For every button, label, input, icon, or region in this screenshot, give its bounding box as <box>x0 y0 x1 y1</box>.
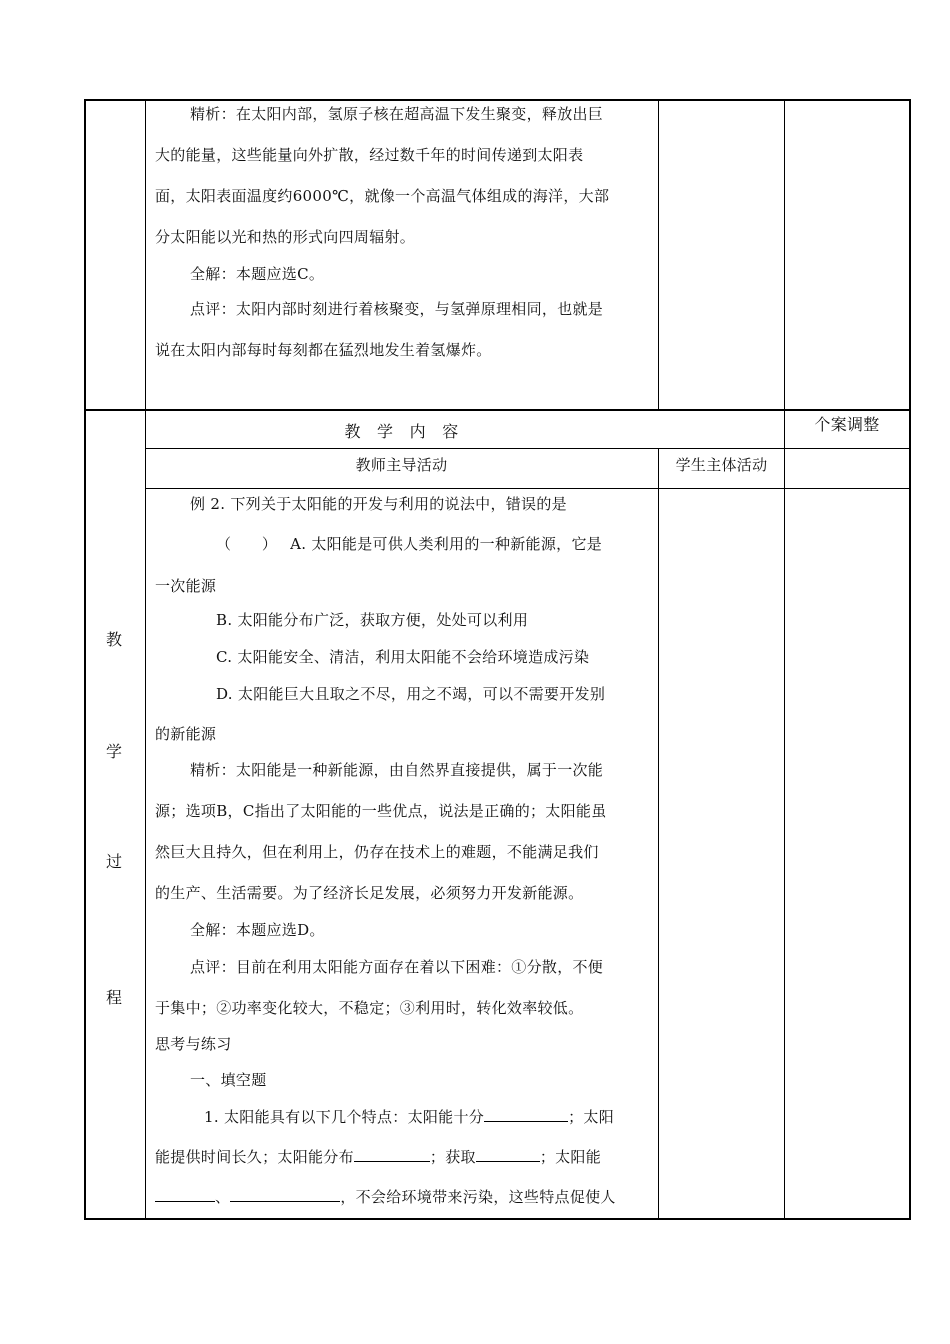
case-column-divider <box>784 99 785 1220</box>
table-right-border <box>909 99 911 1220</box>
top-answer: 全解：本题应选C。 <box>190 265 325 283</box>
comment-line-1: 点评：目前在利用太阳能方面存在着以下困难：①分散，不便 <box>190 958 604 976</box>
analysis-line-1: 精析：太阳能是一种新能源，由自然界直接提供，属于一次能 <box>190 761 604 779</box>
fill-text: ；获取 <box>429 1148 476 1166</box>
option-d-line-2: 的新能源 <box>155 725 217 743</box>
analysis-line-4: 的生产、生活需要。为了经济长足发展，必须努力开发新能源。 <box>155 884 584 902</box>
table-left-border <box>84 99 86 1220</box>
fill-text: 、 <box>215 1188 231 1206</box>
blank-field[interactable] <box>484 1106 568 1122</box>
fill-text: 1. 太阳能具有以下几个特点：太阳能十分 <box>204 1108 485 1126</box>
blank-field[interactable] <box>354 1146 430 1162</box>
answer: 全解：本题应选D。 <box>190 921 325 939</box>
top-comment-line-2: 说在太阳内部每时每刻都在猛烈地发生着氢爆炸。 <box>155 341 492 359</box>
option-a-line-2: 一次能源 <box>155 577 217 595</box>
fill-text: 能提供时间长久；太阳能分布 <box>155 1148 354 1166</box>
fill-text: ；太阳能 <box>539 1148 602 1166</box>
table-bottom-border <box>84 1218 911 1220</box>
blank-field[interactable] <box>230 1186 340 1202</box>
fill-question-line-3 <box>155 1186 616 1207</box>
top-analysis-line-4: 分太阳能以光和热的形式向四周辐射。 <box>155 228 416 246</box>
top-analysis-line-2: 大的能量，这些能量向外扩散，经过数千年的时间传递到太阳表 <box>155 146 584 164</box>
section-divider <box>84 409 911 411</box>
side-label-char-3: 过 <box>106 852 123 871</box>
side-label-char-2: 学 <box>106 742 123 761</box>
fill-question-line-1 <box>204 1106 614 1127</box>
analysis-line-3: 然巨大且持久，但在利用上，仍存在技术上的难题，不能满足我们 <box>155 843 599 861</box>
fill-question-line-2 <box>155 1146 601 1167</box>
analysis-line-2: 源；选项B，C指出了太阳能的一些优点，说法是正确的；太阳能虽 <box>155 802 607 820</box>
fill-text: ；太阳 <box>568 1108 614 1126</box>
fill-text: ，不会给环境带来污染，这些特点促使人 <box>340 1188 616 1206</box>
label-column-divider <box>145 99 146 1220</box>
table-top-border <box>84 99 911 101</box>
side-label-char-1: 教 <box>106 630 123 649</box>
option-d-line-1: D. 太阳能巨大且取之不尽，用之不竭，可以不需要开发别 <box>216 685 606 703</box>
student-column-divider-top <box>658 99 659 410</box>
option-b: B. 太阳能分布广泛，获取方便，处处可以利用 <box>216 611 529 629</box>
comment-line-2: 于集中；②功率变化较大，不稳定；③利用时，转化效率较低。 <box>155 999 584 1017</box>
blank-field[interactable] <box>476 1146 540 1162</box>
subheader-row-divider <box>145 488 911 489</box>
student-column-divider-bottom <box>658 448 659 1219</box>
teacher-activity-header: 教师主导活动 <box>355 456 448 474</box>
option-a-line-1: （ ） A. 太阳能是可供人类利用的一种新能源，它是 <box>216 535 603 553</box>
example-question: 例 2. 下列关于太阳能的开发与利用的说法中，错误的是 <box>190 495 567 513</box>
top-comment-line-1: 点评：太阳内部时刻进行着核聚变，与氢弹原理相同，也就是 <box>190 300 604 318</box>
blank-field[interactable] <box>155 1186 215 1202</box>
fill-blank-heading: 一、填空题 <box>190 1071 267 1089</box>
top-analysis-line-3: 面，太阳表面温度约6000℃，就像一个高温气体组成的海洋，大部 <box>155 187 610 205</box>
case-adjust-header: 个案调整 <box>814 415 880 434</box>
header-row-divider <box>145 448 911 449</box>
practice-heading: 思考与练习 <box>155 1035 232 1053</box>
teaching-content-header: 教 学 内 容 <box>344 422 459 441</box>
student-activity-header: 学生主体活动 <box>675 456 768 474</box>
side-label-char-4: 程 <box>106 988 123 1007</box>
option-c: C. 太阳能安全、清洁，利用太阳能不会给环境造成污染 <box>216 648 590 666</box>
top-analysis-line-1: 精析：在太阳内部，氢原子核在超高温下发生聚变，释放出巨 <box>190 105 604 123</box>
